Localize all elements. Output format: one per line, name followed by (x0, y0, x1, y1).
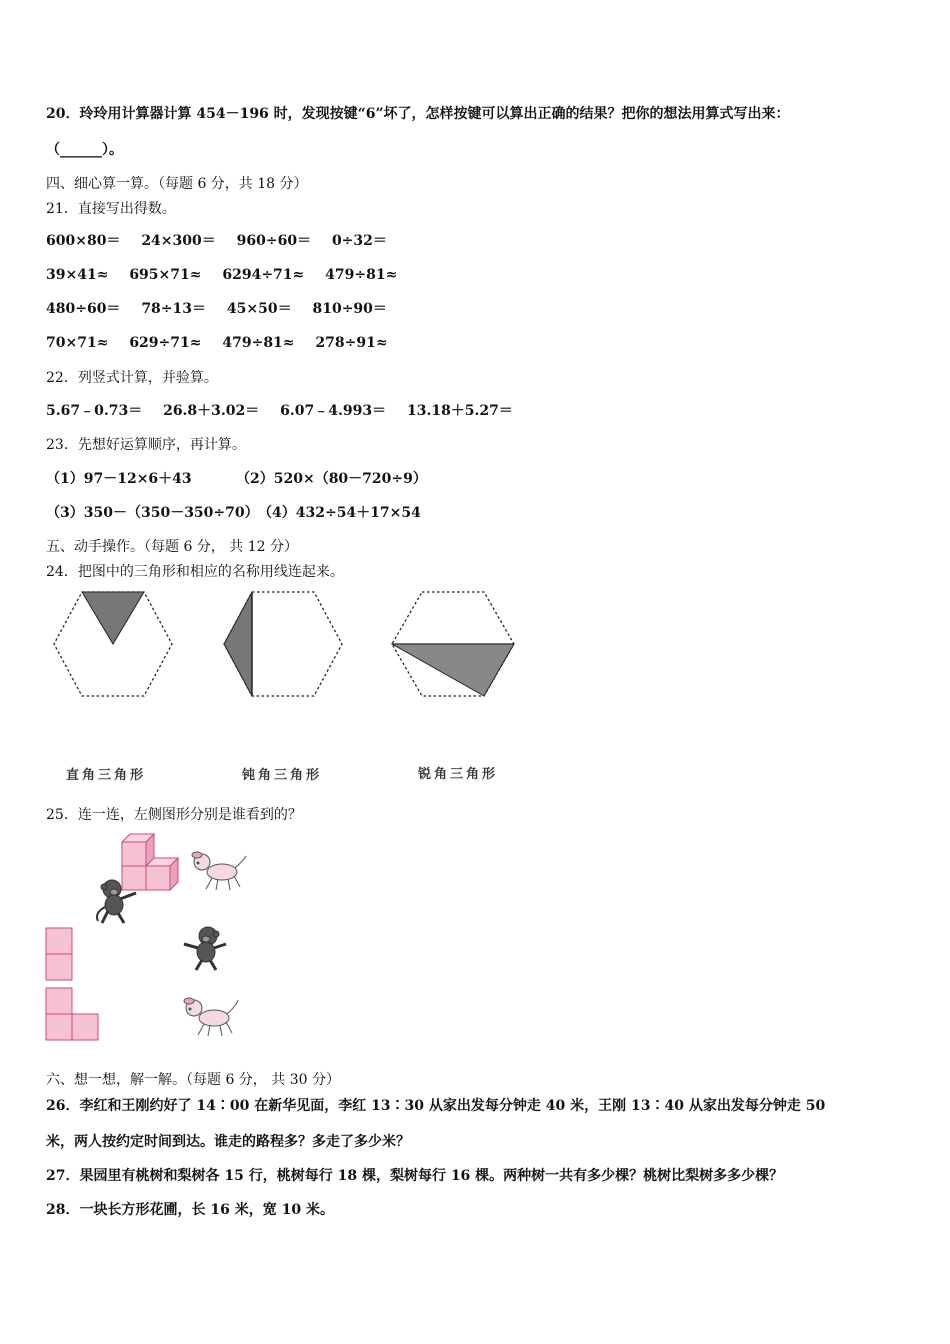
q21-item: 629÷71≈ (129, 335, 202, 351)
q21-item: 600×80＝ (46, 233, 121, 249)
q21-item: 479÷81≈ (325, 267, 398, 283)
q21-item: 810÷90＝ (312, 301, 387, 317)
q22-item: 5.67﹣0.73＝ (46, 403, 143, 419)
q21-row-1 (46, 232, 403, 250)
q21-item: 480÷60＝ (46, 301, 121, 317)
label-acute-triangle: 锐角三角形 (418, 767, 499, 782)
q22-item: 26.8＋3.02＝ (163, 403, 260, 419)
q23-item-3: （3）350－（350－350÷70） (46, 505, 259, 521)
q22-title: 22．列竖式计算，并验算。 (46, 370, 218, 386)
section5-title: 五、动手操作。（每题 6 分， 共 12 分） (46, 539, 298, 555)
q23-row-1 (46, 470, 427, 488)
q23-item-2: （2）520×（80－720÷9） (236, 471, 427, 487)
q28-text: 28．一块长方形花圃，长 16 米，宽 10 米。 (46, 1202, 334, 1218)
section4-title: 四、细心算一算。（每题 6 分，共 18 分） (46, 176, 308, 192)
view-l-shape-squares (45, 987, 99, 1041)
q23-item-4: （4）432÷54＋17×54 (258, 505, 421, 521)
label-right-triangle: 直角三角形 (66, 768, 147, 783)
q21-item: 0÷32＝ (331, 233, 387, 249)
q21-item: 39×41≈ (46, 267, 109, 283)
q21-item: 24×300＝ (141, 233, 216, 249)
q21-title: 21．直接写出得数。 (46, 201, 176, 217)
q21-item: 278÷91≈ (315, 335, 388, 351)
q21-item: 70×71≈ (46, 335, 109, 351)
q21-item: 45×50＝ (226, 301, 292, 317)
view-two-stacked-squares (45, 927, 73, 981)
label-obtuse-triangle: 钝角三角形 (242, 768, 323, 783)
q21-item: 78÷13＝ (141, 301, 207, 317)
hexagon-figure-3 (390, 590, 516, 700)
q21-row-4 (46, 334, 404, 352)
q23-item-1: （1）97－12×6＋43 (46, 471, 192, 487)
q21-item: 695×71≈ (129, 267, 202, 283)
q20-line2: （______）。 (46, 142, 123, 158)
q22-row (46, 402, 529, 420)
hexagon-figure-1 (52, 590, 174, 700)
q21-item: 6294÷71≈ (222, 267, 305, 283)
q21-row-3 (46, 300, 403, 318)
q22-item: 6.07﹣4.993＝ (280, 403, 387, 419)
q27-text: 27．果园里有桃树和梨树各 15 行，桃树每行 18 棵，梨树每行 16 棵。两种树一共有多少棵？桃树比梨树多多少棵？ (46, 1168, 784, 1184)
q23-row-2 (46, 504, 421, 522)
hexagon-figure-2 (222, 590, 344, 700)
q21-item: 479÷81≈ (222, 335, 295, 351)
q25-title: 25．连一连，左侧图形分别是谁看到的？ (46, 807, 302, 823)
dog-icon (188, 846, 248, 892)
monkey-icon (92, 877, 142, 925)
q21-row-2 (46, 266, 413, 284)
q21-item: 960÷60＝ (236, 233, 312, 249)
monkey-icon-2 (182, 924, 232, 972)
section6-title: 六、想一想，解一解。（每题 6 分， 共 30 分） (46, 1072, 340, 1088)
q20-line1: 20．玲玲用计算器计算 454－196 时，发现按键“6”坏了，怎样按键可以算出正确的结果？把你的想法用算式写出来： (46, 106, 790, 122)
q23-title: 23．先想好运算顺序，再计算。 (46, 437, 246, 453)
q22-item: 13.18＋5.27＝ (406, 403, 513, 419)
q26-line2: 米，两人按约定时间到达。谁走的路程多？多走了多少米？ (46, 1134, 410, 1150)
dog-icon-2 (180, 992, 242, 1038)
q24-title: 24．把图中的三角形和相应的名称用线连起来。 (46, 564, 344, 580)
q26-line1: 26．李红和王刚约好了 14∶00 在新华见面，李红 13∶30 从家出发每分钟走 40 米，王刚 13∶40 从家出发每分钟走 50 (46, 1098, 826, 1114)
